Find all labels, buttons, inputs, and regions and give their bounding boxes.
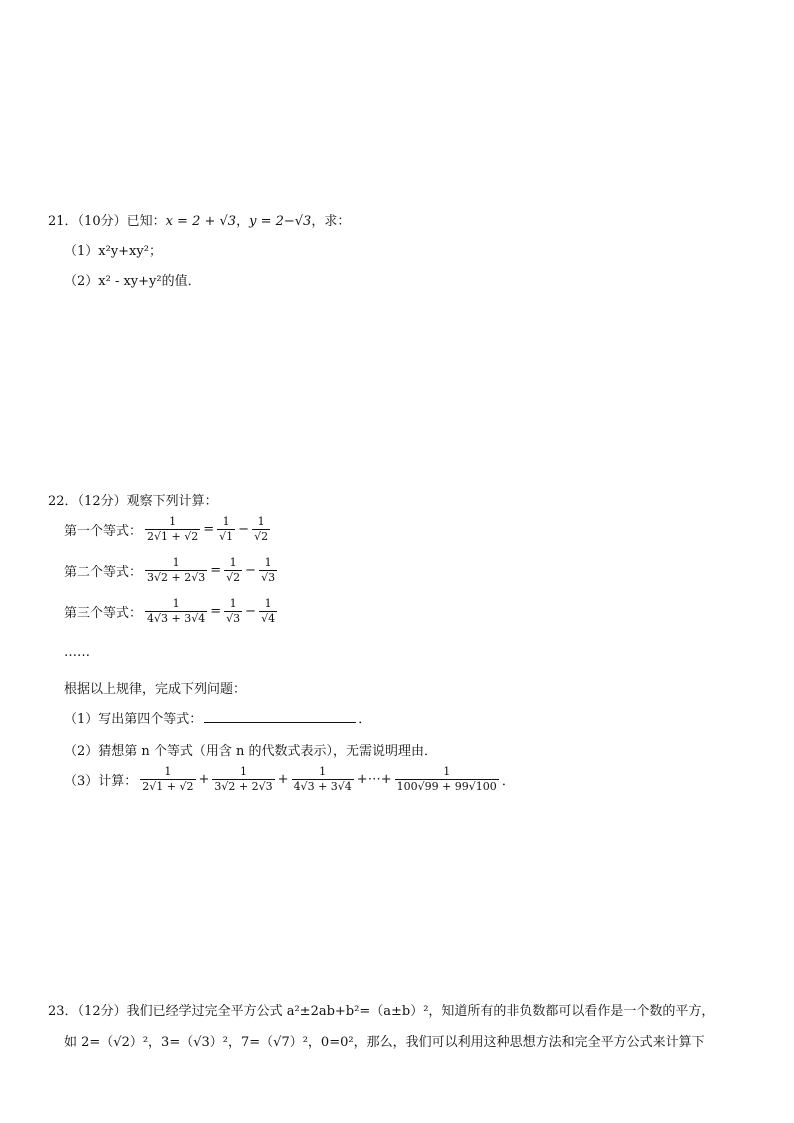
q23-line-2: 如 2=（√2）²，3=（√3）²，7=（√7）²，0=0²，那么，我们可以利用这种思想方法和完全平方公式来计算下 (64, 1035, 705, 1050)
q22-equation-3: 第三个等式： $\frac{1}{4√3 + 3√4}$ = $\frac{1}{√3}$ − $\frac{1}{√4}$ (64, 597, 276, 625)
fraction: $\frac{1}{√4}$ (261, 597, 276, 625)
q22-equation-2: 第二个等式： $\frac{1}{3√2 + 2√3}$ = $\frac{1}{√2}$ − $\frac{1}{√3}$ (64, 556, 276, 584)
fraction: $\frac{1}{√3}$ (226, 597, 241, 625)
fraction: $\frac{1}{√1}$ (219, 515, 234, 543)
fraction: $\frac{1}{2√1 + √2}$ (147, 515, 199, 543)
q22-equation-1: 第一个等式： $\frac{1}{2√1 + √2}$ = $\frac{1}{√1}$ − $\frac{1}{√2}$ (64, 515, 269, 543)
q22-part1: （1）写出第四个等式： ． (64, 708, 371, 727)
q22-part2: （2）猜想第 n 个等式（用含 n 的代数式表示），无需说明理由． (64, 744, 438, 759)
fraction: $\frac{1}{100√99 + 99√100}$ (396, 765, 497, 793)
q23-line-1: 23．（12分）我们已经学过完全平方公式 a²±2ab+b²=（a±b）²，知道所有的非负数都可以看作是一个数的平方， (48, 1004, 715, 1019)
fraction: $\frac{1}{√2}$ (254, 515, 269, 543)
q22-stem: 22．（12分）观察下列计算： (48, 494, 218, 509)
q21-part1: （1）x²y+xy²； (64, 244, 162, 259)
fraction: $\frac{1}{4√3 + 3√4}$ (147, 597, 206, 625)
fraction: $\frac{1}{3√2 + 2√3}$ (214, 765, 273, 793)
fraction: $\frac{1}{4√3 + 3√4}$ (293, 765, 352, 793)
fraction: $\frac{1}{√3}$ (261, 556, 276, 584)
q22-ellipsis: …… (64, 645, 90, 660)
fraction: $\frac{1}{√2}$ (226, 556, 241, 584)
q21-stem: 21．（10分）已知：x = 2 + √3，y = 2−√3，求： (48, 214, 351, 229)
fraction: $\frac{1}{3√2 + 2√3}$ (147, 556, 206, 584)
fraction: $\frac{1}{2√1 + √2}$ (142, 765, 194, 793)
q22-intro: 根据以上规律，完成下列问题： (64, 682, 247, 697)
answer-blank (204, 709, 356, 723)
q22-part3: （3）计算： $\frac{1}{2√1 + √2}$ + $\frac{1}{3√2 + 2√3}$ + $\frac{1}{4√3 + 3√4}$ +⋯+ $\frac{1}{100√99 + 99√100}$ ． (64, 765, 515, 793)
q21-part2: （2）x² - xy+y²的值． (64, 274, 201, 289)
